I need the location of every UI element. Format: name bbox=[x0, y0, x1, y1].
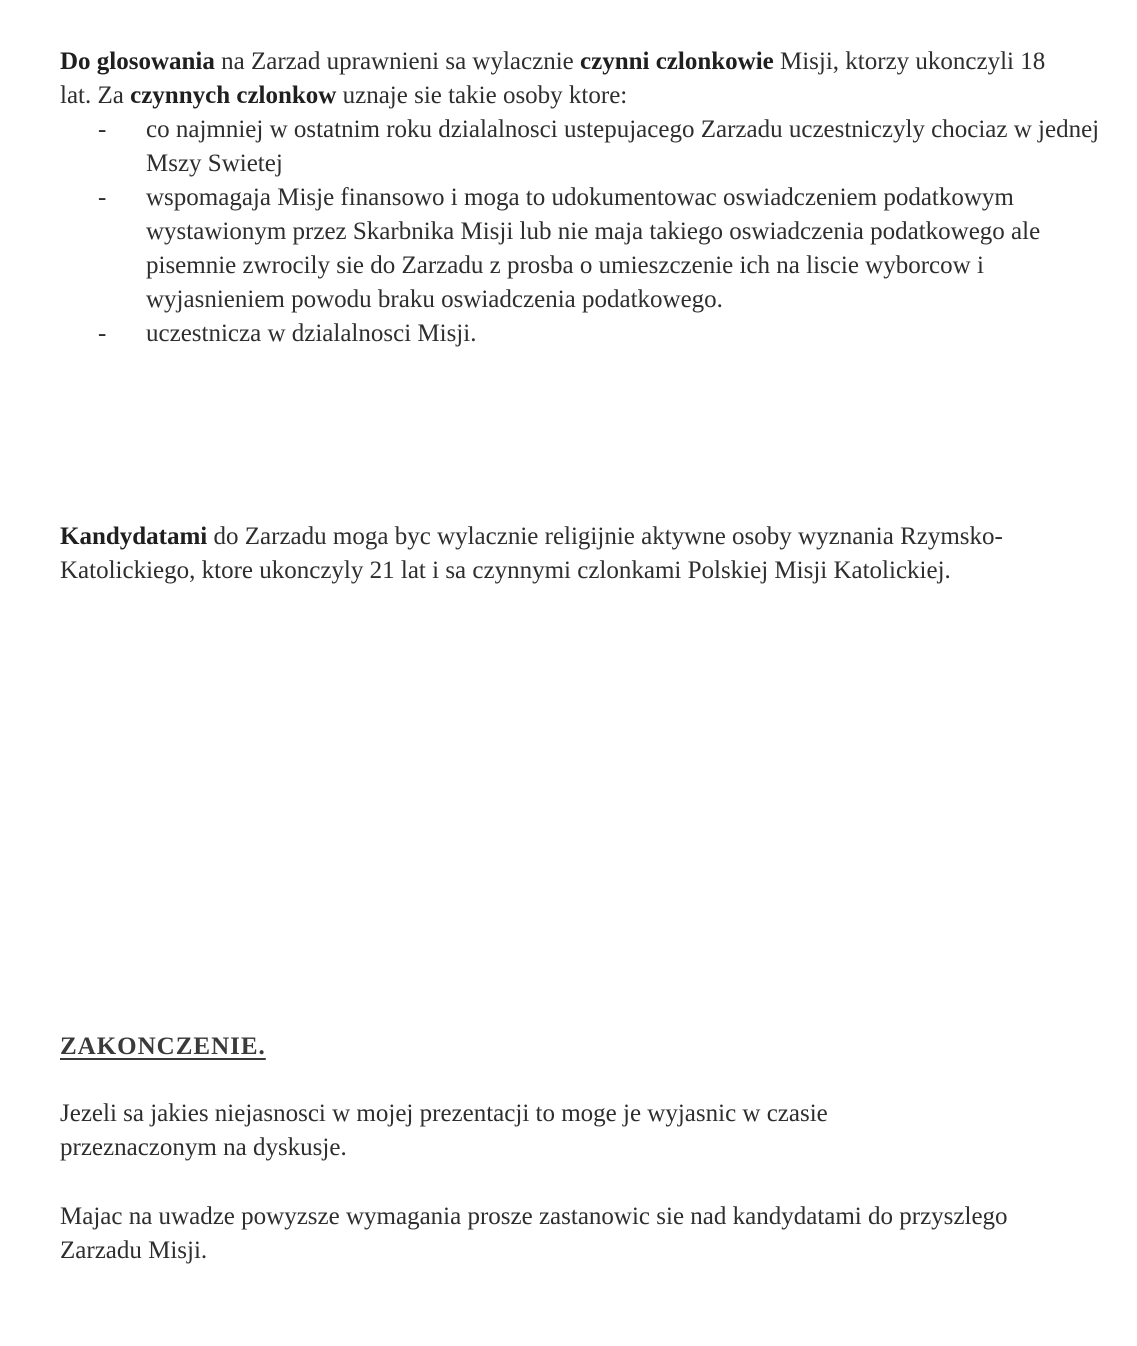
active-members-term: czynni czlonkowie bbox=[580, 48, 774, 75]
voting-lead: Do glosowania bbox=[60, 48, 215, 75]
candidates-section bbox=[60, 520, 1080, 588]
voting-criteria-list bbox=[60, 113, 1110, 351]
voting-text-1: na Zarzad uprawnieni sa wylacznie bbox=[214, 48, 580, 75]
candidates-lead: Kandydatami bbox=[60, 523, 208, 550]
conclusion-heading-block bbox=[60, 1030, 1110, 1064]
voting-text-2: Misji, ktorzy ukonczyli 18 lat. Za bbox=[60, 48, 1046, 109]
candidates-paragraph bbox=[60, 520, 1080, 588]
bullet-dash: - bbox=[98, 116, 107, 143]
candidates-text: do Zarzadu moga byc wylacznie religijnie aktywne osoby wyznania Rzymsko-Katolickiego, ktore ukonczyly 21 lat i sa czynnymi czlonkami Polskiej Misji Katolickiej. bbox=[60, 523, 1003, 584]
list-item bbox=[60, 113, 1110, 181]
voting-paragraph bbox=[60, 45, 1060, 113]
conclusion-paragraph-2-block bbox=[60, 1200, 1060, 1268]
conclusion-paragraph-1-block bbox=[60, 1097, 980, 1165]
conclusion-paragraph-1: Jezeli sa jakies niejasnosci w mojej prezentacji to moge je wyjasnic w czasie przeznaczonym na dyskusje. bbox=[60, 1100, 828, 1161]
list-item-text: wspomagaja Misje finansowo i moga to udokumentowac oswiadczeniem podatkowym wystawionym przez Skarbnika Misji lub nie maja takiego oswiadczenia podatkowego ale pisemnie zwrocily sie do Zarzadu z prosba o umieszczenie ich na liscie wyborcow i wyjasnieniem powodu braku oswiadczenia podatkowego. bbox=[146, 184, 1041, 313]
voting-text-3: uznaje sie takie osoby ktore: bbox=[336, 82, 628, 109]
voting-section bbox=[60, 45, 1110, 351]
conclusion-paragraph-2: Majac na uwadze powyzsze wymagania prosze zastanowic sie nad kandydatami do przyszlego Zarzadu Misji. bbox=[60, 1203, 1008, 1264]
list-item bbox=[60, 317, 1110, 351]
list-item-text: uczestnicza w dzialalnosci Misji. bbox=[146, 320, 477, 347]
bullet-dash: - bbox=[98, 320, 107, 347]
active-members-definition-term: czynnych czlonkow bbox=[130, 82, 337, 109]
bullet-dash: - bbox=[98, 184, 107, 211]
conclusion-heading: ZAKONCZENIE. bbox=[60, 1033, 266, 1060]
list-item bbox=[60, 181, 1110, 317]
list-item-text: co najmniej w ostatnim roku dzialalnosci ustepujacego Zarzadu uczestniczyly chociaz w jednej Mszy Swietej bbox=[146, 116, 1100, 177]
